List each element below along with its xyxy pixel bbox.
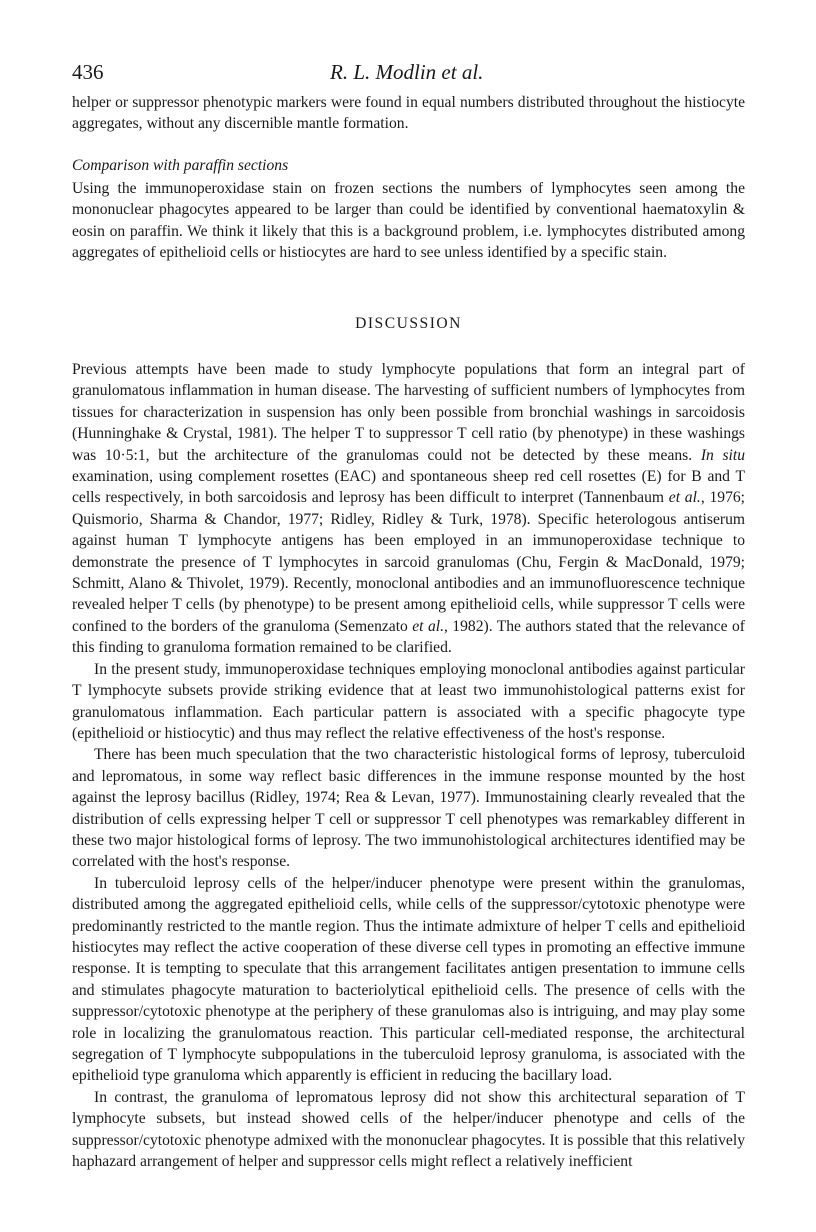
discussion-section (72, 359, 745, 1172)
discussion-paragraph-4: In tuberculoid leprosy cells of the helper/inducer phenotype were present within the granulomas, distributed among the aggregated epithelioid cells, while cells of the suppressor/cytotoxic phenotype were predominantly restricted to the mantle region. Thus the intimate admixture of helper T cells and epithelioid histiocytes may reflect the active cooperation of these diverse cell types in promoting an effective immune response. It is tempting to speculate that this arrangement facilitates antigen presentation to immune cells and stimulates phagocyte maturation to bacteriolytical epithelioid cells. The presence of cells with the suppressor/cytotoxic phenotype at the periphery of these granulomas also is intriguing, and may play some role in localizing the granulomatous reaction. This particular cell-mediated response, the architectural segregation of T lymphocyte subpopulations in the tuberculoid leprosy granuloma, is associated with the epithelioid type granuloma which apparently is efficient in reducing the bacillary load. (72, 874, 745, 1085)
running-head: R. L. Modlin et al. (330, 60, 484, 84)
comparison-section (72, 178, 745, 264)
p1-part-d: , 1982). The authors stated that the relevance of this finding to granuloma formation remained to be clarified. (72, 617, 745, 657)
et-al-term: et al. (412, 617, 444, 635)
page-header (72, 60, 745, 90)
intro-paragraph: helper or suppressor phenotypic markers were found in equal numbers distributed throughout the histiocyte aggregates, without any discernible mantle formation. (72, 94, 745, 133)
et-al-term: et al. (668, 489, 701, 507)
p1-part-c: , 1976; Quismorio, Sharma & Chandor, 1977; Ridley, Ridley & Turk, 1978). Specific heterologous antiserum against human T lymphocyte antigens has been employed in an immunoperoxidase technique to demonstrate the presence of T lymphocytes in sarcoid granulomas (Chu, Fergin & MacDonald, 1979; Schmitt, Alano & Thivolet, 1979). Recently, monoclonal antibodies and an immunofluorescence technique revealed helper T cells (by phenotype) to be present among epithelioid cells, while suppressor T cells were confined to the borders of the granuloma (Semenzato (72, 489, 745, 635)
p1-part-b: examination, using complement rosettes (EAC) and spontaneous sheep red cell rosettes (E) for B and T cells respectively, in both sarcoidosis and leprosy has been difficult to interpret (Tannenbaum (72, 468, 745, 507)
intro-continuation (72, 92, 745, 135)
p1-part-a: Previous attempts have been made to study lymphocyte populations that form an integral part of granulomatous inflammation in human disease. The harvesting of sufficient numbers of lymphocytes from tissues for characterization in suspension has only been possible from bronchial washings in sarcoidosis (Hunninghake & Crystal, 1981). The helper T to suppressor T cell ratio (by phenotype) in these washings was 10·5:1, but the architecture of the granulomas could not be detected by these means. (72, 361, 745, 464)
discussion-paragraph-1 (72, 359, 745, 659)
discussion-paragraph-5: In contrast, the granuloma of lepromatous leprosy did not show this architectural separation of T lymphocyte subsets, but instead showed cells of the helper/inducer phenotype and cells of the suppressor/cytotoxic phenotype admixed with the mononuclear phagocytes. It is possible that this relatively haphazard arrangement of helper and suppressor cells might reflect a relatively inefficient (72, 1088, 745, 1171)
page-number: 436 (72, 60, 104, 84)
comparison-subheading: Comparison with paraffin sections (72, 157, 289, 174)
comparison-paragraph: Using the immunoperoxidase stain on frozen sections the numbers of lymphocytes seen among the mononuclear phagocytes appeared to be larger than could be identified by conventional haematoxylin & eosin on paraffin. We think it likely that this is a background problem, i.e. lymphocytes distributed among aggregates of epithelioid cells or histiocytes are hard to see unless identified by a specific stain. (72, 180, 745, 262)
discussion-paragraph-3: There has been much speculation that the two characteristic histological forms of leprosy, tuberculoid and lepromatous, in some way reflect basic differences in the immune response mounted by the host against the leprosy bacillus (Ridley, 1974; Rea & Levan, 1977). Immunostaining clearly revealed that the distribution of cells expressing helper T cell or suppressor T cell phenotypes was remarkabley different in these two major histological forms of leprosy. The two immunohistological architectures identified may be correlated with the host's response. (72, 746, 745, 871)
in-situ-term: In situ (700, 446, 745, 464)
discussion-paragraph-2: In the present study, immunoperoxidase techniques employing monoclonal antibodies against particular T lymphocyte subsets provide striking evidence that at least two immunohistological patterns exist for granulomatous inflammation. Each particular pattern is associated with a specific phagocyte type (epithelioid or histiocytic) and thus may reflect the relative effectiveness of the host's response. (72, 660, 745, 742)
discussion-heading: DISCUSSION (355, 315, 462, 332)
